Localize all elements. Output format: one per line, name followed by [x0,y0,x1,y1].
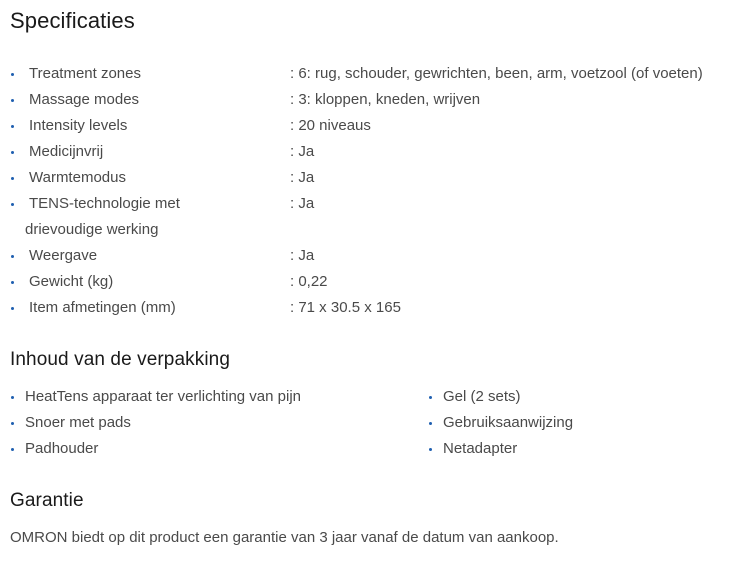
spec-row-treatment-zones [0,61,747,87]
bullet-icon [11,151,14,154]
spec-row-intensity-levels [0,113,747,139]
list-item-text: HeatTens apparaat ter verlichting van pijn [25,388,301,405]
spec-row-gewicht [0,269,747,295]
list-item-text: Gebruiksaanwijzing [443,414,574,431]
specs-heading: Specificaties [10,8,135,33]
spec-label-line-2: drievoudige werking [25,221,159,238]
bullet-icon [11,281,14,284]
bullet-icon [11,422,14,425]
bullet-icon [11,99,14,102]
list-item-text: Snoer met pads [25,414,131,431]
spec-value: : 3: kloppen, kneden, wrijven [290,91,481,108]
spec-value: : Ja [290,143,315,160]
spec-label-line-1: TENS-technologie met [29,195,180,212]
spec-label [25,191,279,243]
bullet-icon [11,255,14,258]
spec-label: Item afmetingen (mm) [29,299,176,316]
bullet-icon [11,448,14,451]
bullet-icon [11,396,14,399]
spec-label: Massage modes [29,91,140,108]
bullet-icon [11,203,14,206]
spec-row-warmtemodus [0,165,747,191]
spec-label: Treatment zones [29,65,141,82]
bullet-icon [429,422,432,425]
spec-value: : 20 niveaus [290,117,371,134]
spec-label: Intensity levels [29,117,128,134]
spec-value: : 71 x 30.5 x 165 [290,299,401,316]
spec-value: : 6: rug, schouder, gewrichten, been, arm, voetzool (of voeten) [290,65,703,82]
list-item-text: Netadapter [443,440,518,457]
spec-label: Weergave [29,247,98,264]
spec-row-tens-technologie [0,191,747,243]
spec-label: Gewicht (kg) [29,273,114,290]
bullet-icon [11,307,14,310]
list-item-text: Padhouder [25,440,99,457]
spec-row-afmetingen [0,295,747,321]
bullet-icon [11,125,14,128]
bullet-icon [429,448,432,451]
spec-value: : Ja [290,169,315,186]
spec-label: Medicijnvrij [29,143,104,160]
warranty-text: OMRON biedt op dit product een garantie van 3 jaar vanaf de datum van aankoop. [10,529,559,546]
spec-value: : 0,22 [290,273,328,290]
spec-value: : Ja [290,247,315,264]
bullet-icon [429,396,432,399]
spec-value: : Ja [290,195,315,212]
list-item-text: Gel (2 sets) [443,388,521,405]
spec-row-medicijnvrij [0,139,747,165]
specs-list [0,61,747,321]
bullet-icon [11,177,14,180]
spec-row-weergave [0,243,747,269]
warranty-heading: Garantie [10,490,84,511]
spec-row-massage-modes [0,87,747,113]
bullet-icon [11,73,14,76]
spec-label: Warmtemodus [29,169,126,186]
contents-heading: Inhoud van de verpakking [10,349,230,370]
